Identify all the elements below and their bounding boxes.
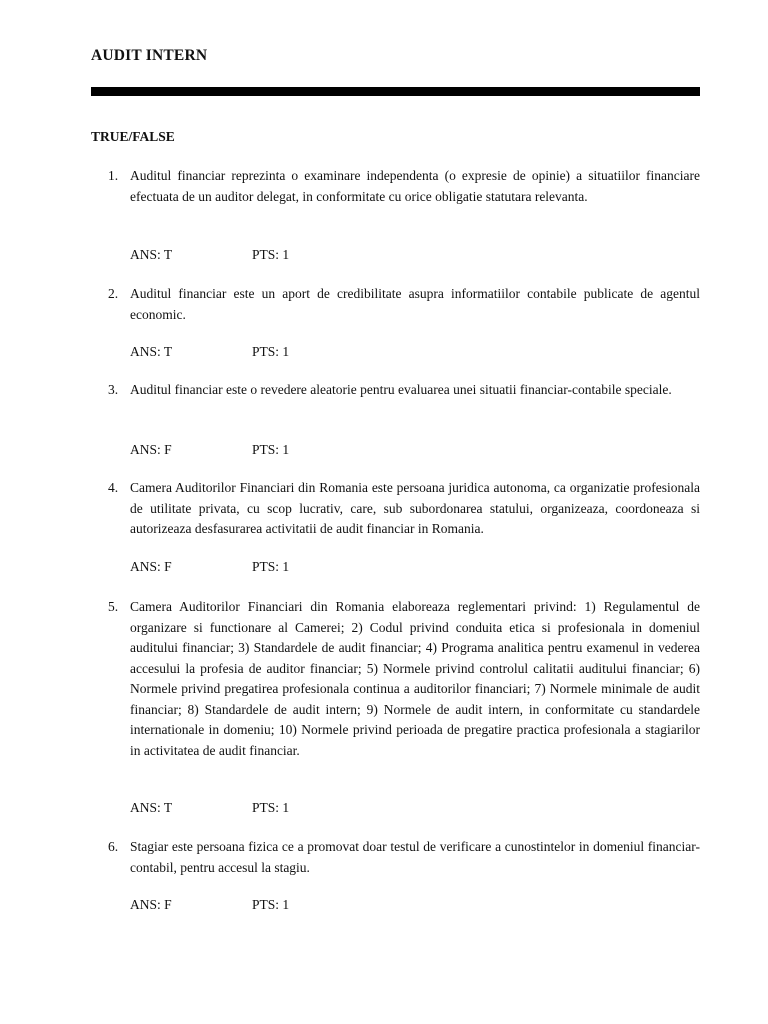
answer-label: ANS: F [130,897,172,912]
question-number: 1. [108,168,119,183]
answer-label: ANS: T [130,344,173,359]
question-text: Auditul financiar este un aport de credibilitate asupra informatiilor contabile publicate de agentul economic. [130,286,700,322]
points-label: PTS: 1 [252,344,290,359]
answer-label: ANS: T [130,247,173,262]
answer-line [130,440,430,460]
question-text: Stagiar este persoana fizica ce a promovat doar testul de verificare a cunostintelor in domeniul financiar-contabil, pentru accesul la stagiu. [130,839,700,875]
points-label: PTS: 1 [252,800,290,815]
question-number: 3. [108,382,119,397]
question-number: 5. [108,599,119,614]
answer-line [130,798,430,818]
points-label: PTS: 1 [252,559,290,574]
question-number: 4. [108,480,119,495]
points-label: PTS: 1 [252,442,290,457]
points-label: PTS: 1 [252,247,290,262]
answer-label: ANS: F [130,442,172,457]
document-title: AUDIT INTERN [91,47,208,64]
answer-line [130,895,430,915]
answer-label: ANS: F [130,559,172,574]
question-number: 2. [108,286,119,301]
question-text: Auditul financiar este o revedere aleatorie pentru evaluarea unei situatii financiar-contabile speciale. [130,382,672,397]
title-divider [91,87,700,96]
question-number: 6. [108,839,119,854]
points-label: PTS: 1 [252,897,290,912]
question-text: Camera Auditorilor Financiari din Romania elaboreaza reglementari privind: 1) Regulamentul de organizare si functionare al Camerei; 2) Codul privind conduita etica si profesionala in domeniul auditului financiar; 3) Standardele de audit financiar; 4) Programa analitica pentru examenul in vederea accesului la profesia de auditor financiar; 5) Normele privind controlul calitatii auditului financiar; 6) Normele privind pregatirea profesionala continua a auditorilor financiari; 7) Normele minimale de audit financiar; 8) Standardele de audit intern; 9) Normele de audit intern, in conformitate cu standardele internationale in domeniu; 10) Normele privind perioada de pregatire practica profesionala a stagiarilor in activitatea de audit financiar. [130,599,700,758]
answer-line [130,342,430,362]
answer-label: ANS: T [130,800,173,815]
question-text: Auditul financiar reprezinta o examinare independenta (o expresie de opinie) a situatiilor financiare efectuata de un auditor delegat, in conformitate cu orice obligatie statutara relevanta. [130,168,700,204]
section-heading: TRUE/FALSE [91,129,175,144]
question-text: Camera Auditorilor Financiari din Romania este persoana juridica autonoma, ca organizatie profesionala de utilitate privata, cu scop lucrativ, care, sub subordonarea statului, organizeaza, coordoneaza si autorizeaza desfasurarea activitatii de audit financiar in Romania. [130,480,700,536]
answer-line [130,557,430,577]
answer-line [130,245,430,265]
